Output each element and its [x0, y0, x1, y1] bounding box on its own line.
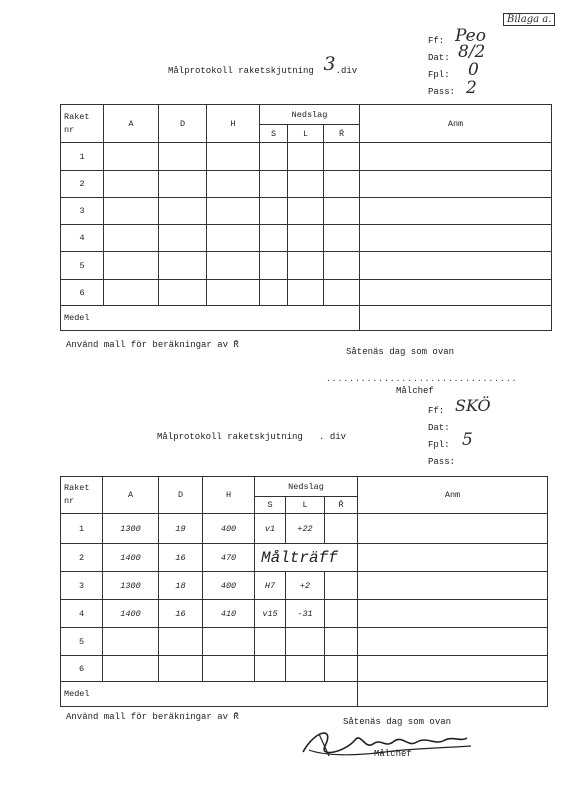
ff-label: Ff: — [428, 406, 445, 416]
title-suffix: .div — [335, 66, 358, 76]
header-nedslag: Nedslag — [255, 477, 358, 497]
protocol-table — [60, 476, 548, 707]
table-row: 2 1400 16 470 Målträff — [61, 544, 548, 572]
header-h: H — [203, 477, 255, 514]
table-row: 4 1400 16 410 v15 -31 — [61, 600, 548, 628]
fpl-label: Fpl: — [428, 440, 450, 450]
header-r: R̄ — [324, 125, 360, 143]
ff-label: Ff: — [428, 36, 445, 46]
header-d: D — [159, 105, 207, 143]
mall-note: Använd mall för beräkningar av R̄ — [66, 712, 239, 722]
header-raket: Raket nr — [61, 105, 104, 143]
malchef-label: Målchef — [374, 749, 412, 759]
dat-label: Dat: — [428, 423, 450, 433]
annex-annotation: Bilaga a. — [503, 13, 555, 26]
form-title: Målprotokoll raketskjutning . div — [157, 432, 347, 442]
table-row: 6 — [61, 280, 552, 306]
header-h: H — [207, 105, 260, 143]
header-a: A — [103, 477, 159, 514]
pass-label: Pass: — [428, 87, 456, 97]
header-l: L — [288, 125, 324, 143]
header-raket: Raket nr — [61, 477, 103, 514]
table-row: 5 — [61, 628, 548, 656]
table-row: 2 — [61, 171, 552, 198]
pass-value: 2 — [466, 78, 477, 98]
header-a: A — [104, 105, 159, 143]
mall-note: Använd mall för beräkningar av R̄ — [66, 340, 239, 350]
satenas-note: Såtenäs dag som ovan — [343, 717, 452, 727]
header-d: D — [159, 477, 203, 514]
malchef-label: Målchef — [396, 386, 434, 396]
header-s: S — [260, 125, 288, 143]
header-r: R̄ — [325, 497, 358, 514]
ff-value: SKÖ — [455, 396, 491, 415]
fpl-value: 5 — [462, 430, 473, 450]
header-anm: Anm — [358, 477, 548, 514]
protocol-table — [60, 104, 552, 331]
table-row: 3 1300 18 400 H7 +2 — [61, 572, 548, 600]
table-row: 1 1300 19 400 v1 +22 — [61, 514, 548, 544]
table-row: 1 — [61, 143, 552, 171]
dat-value: 8/2 — [458, 42, 486, 62]
fpl-label: Fpl: — [428, 70, 450, 80]
fpl-value: 0 — [468, 60, 479, 80]
table-row: 5 — [61, 252, 552, 280]
header-l: L — [286, 497, 325, 514]
header-nedslag: Nedslag — [260, 105, 360, 125]
pass-label: Pass: — [428, 457, 456, 467]
signature-line: ................................. — [326, 375, 518, 384]
ff-value: Peo — [455, 26, 486, 46]
table-row: 4 — [61, 225, 552, 252]
title-prefix: Målprotokoll raketskjutning — [168, 66, 314, 76]
table-row: 3 — [61, 198, 552, 225]
division-value: 3 — [323, 53, 336, 75]
table-row: 6 — [61, 656, 548, 682]
header-s: S — [255, 497, 286, 514]
medel-row: Medel — [61, 682, 548, 707]
dat-label: Dat: — [428, 53, 450, 63]
header-anm: Anm — [360, 105, 552, 143]
satenas-note: Såtenäs dag som ovan — [346, 347, 455, 357]
medel-row: Medel — [61, 306, 552, 331]
form-title — [168, 53, 358, 78]
